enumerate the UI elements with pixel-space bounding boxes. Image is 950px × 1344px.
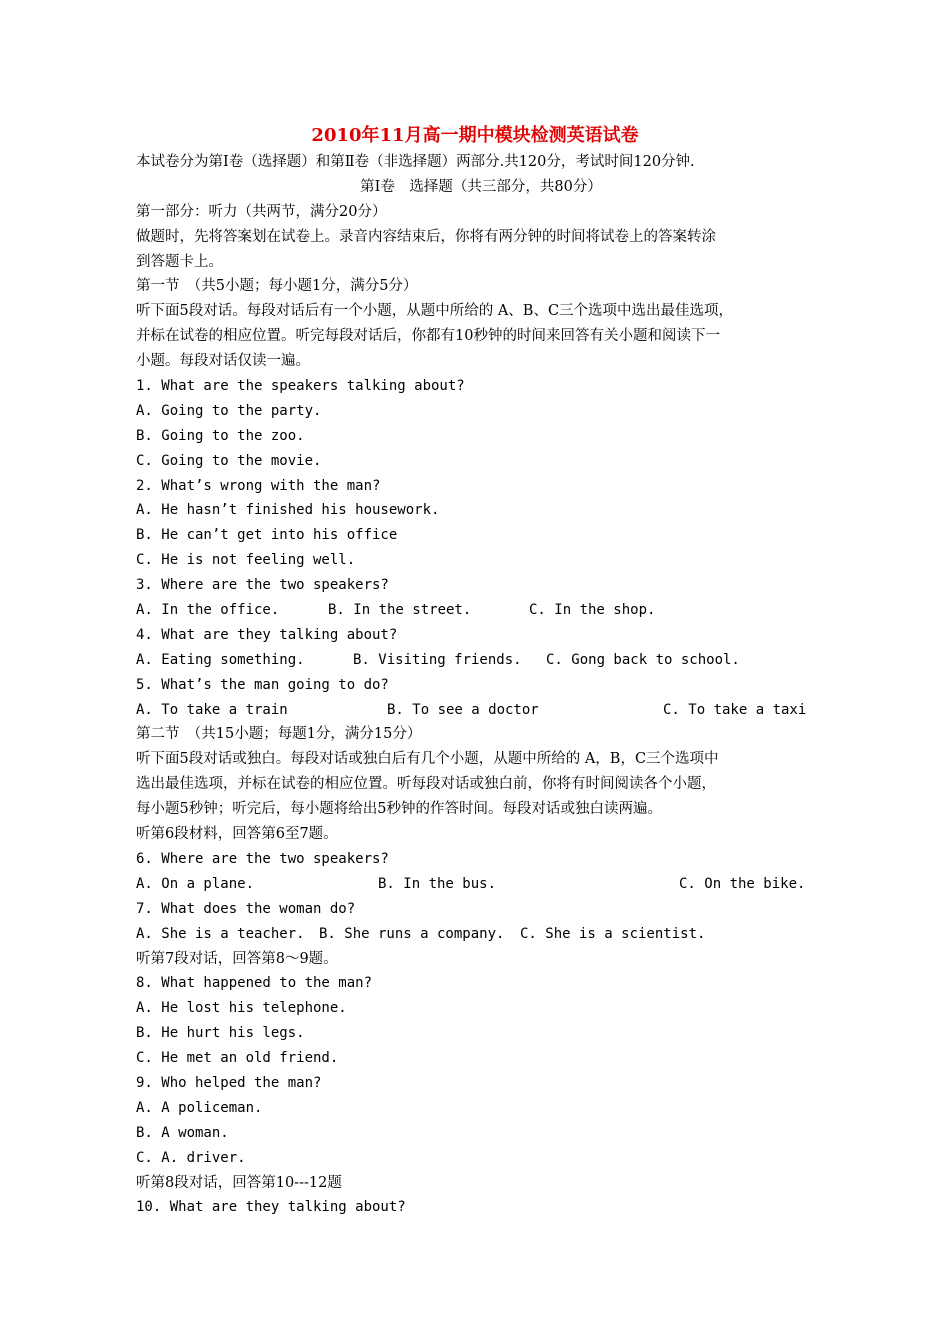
option: A. In the office.: [136, 602, 280, 619]
instruction-line: 听下面5段对话。每段对话后有一个小题，从题中所给的 A、B、C三个选项中选出最佳选项，: [136, 303, 734, 320]
instruction-line: 选出最佳选项，并标在试卷的相应位置。听每段对话或独白前，你将有时间阅读各个小题，: [136, 776, 716, 793]
question: 10. What are they talking about?: [136, 1199, 406, 1216]
section-heading: 第二节 （共15小题；每题1分，满分15分）: [136, 726, 422, 743]
question: 8. What happened to the man?: [136, 975, 373, 992]
option: C. To take a taxi: [663, 701, 807, 718]
option-row: [136, 598, 826, 623]
option: B. She runs a company.: [319, 925, 505, 942]
instruction-line: 做题时，先将答案划在试卷上。录音内容结束后，你将有两分钟的时间将试卷上的答案转涂: [136, 228, 716, 245]
option-row: [136, 922, 826, 947]
part-heading: 第一部分：听力（共两节，满分20分）: [136, 203, 387, 220]
option: A. To take a train: [136, 701, 288, 718]
question: 4. What are they talking about?: [136, 626, 398, 643]
instruction-line: 每小题5秒钟；听完后，每小题将给出5秒钟的作答时间。每段对话或独白读两遍。: [136, 801, 662, 818]
option: C. He met an old friend.: [136, 1050, 339, 1067]
option: A. A policeman.: [136, 1099, 263, 1116]
option: C. In the shop.: [529, 602, 656, 619]
instruction-line: 到答题卡上。: [136, 253, 223, 270]
option: B. A woman.: [136, 1124, 229, 1141]
option: B. Visiting friends.: [353, 651, 522, 668]
question: 7. What does the woman do?: [136, 900, 356, 917]
option: B. In the bus.: [378, 875, 497, 892]
question: 5. What’s the man going to do?: [136, 676, 389, 693]
option: A. Going to the party.: [136, 402, 322, 419]
option: C. He is not feeling well.: [136, 552, 356, 569]
option-row: [136, 872, 826, 897]
option: A. On a plane.: [136, 875, 255, 892]
instruction-line: 并标在试卷的相应位置。听完每段对话后，你都有10秒钟的时间来回答有关小题和阅读下一: [136, 328, 720, 345]
question: 2. What’s wrong with the man?: [136, 477, 381, 494]
option: B. He can’t get into his office: [136, 527, 398, 544]
volume-heading: 第Ⅰ卷 选择题（共三部分，共80分）: [360, 178, 602, 195]
question: 3. Where are the two speakers?: [136, 577, 389, 594]
question: 6. Where are the two speakers?: [136, 850, 389, 867]
option: B. To see a doctor: [387, 701, 539, 718]
option: A. He hasn’t finished his housework.: [136, 502, 440, 519]
option: A. Eating something.: [136, 651, 305, 668]
intro: 本试卷分为第Ⅰ卷（选择题）和第Ⅱ卷（非选择题）两部分.共120分，考试时间120分钟.: [136, 154, 695, 170]
page-title: 2010年11月高一期中模块检测英语试卷: [311, 125, 639, 146]
option: B. Going to the zoo.: [136, 427, 305, 444]
option: B. In the street.: [328, 602, 472, 619]
section-heading: 第一节 （共5小题；每小题1分，满分5分）: [136, 278, 418, 295]
listening-prompt: 听第7段对话，回答第8～9题。: [136, 950, 338, 967]
option: A. She is a teacher.: [136, 925, 305, 942]
question: 9. Who helped the man?: [136, 1074, 322, 1091]
option-row: [136, 698, 826, 723]
instruction-line: 小题。每段对话仅读一遍。: [136, 353, 310, 370]
option-row: [136, 648, 826, 673]
option: B. He hurt his legs.: [136, 1025, 305, 1042]
question: 1. What are the speakers talking about?: [136, 378, 465, 395]
option: C. On the bike.: [679, 875, 806, 892]
option: C. A. driver.: [136, 1149, 246, 1166]
exam-body: [136, 150, 826, 1220]
listening-prompt: 听第6段材料，回答第6至7题。: [136, 826, 338, 843]
instruction-line: 听下面5段对话或独白。每段对话或独白后有几个小题，从题中所给的 A，B，C三个选项中: [136, 751, 719, 768]
option: C. Gong back to school.: [546, 651, 740, 668]
option: C. She is a scientist.: [520, 925, 706, 942]
option: C. Going to the movie.: [136, 452, 322, 469]
listening-prompt: 听第8段对话，回答第10---12题: [136, 1174, 342, 1191]
option: A. He lost his telephone.: [136, 1000, 347, 1017]
